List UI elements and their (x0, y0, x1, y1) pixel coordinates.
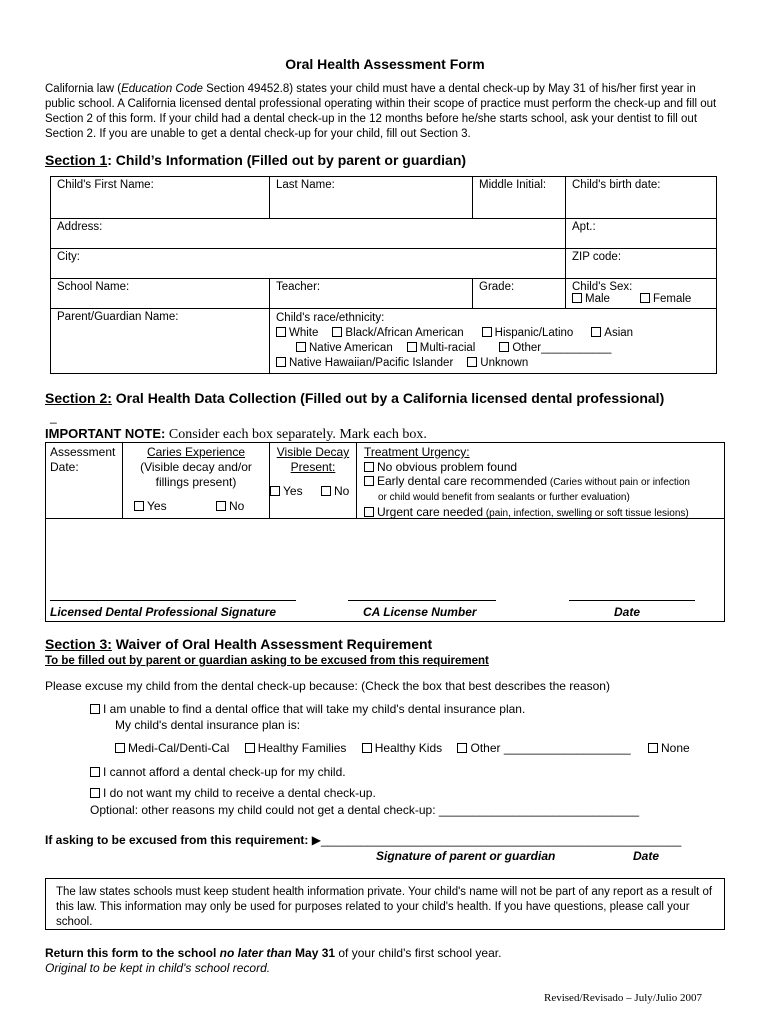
decay-no-checkbox[interactable] (321, 486, 331, 496)
early-care-checkbox[interactable] (364, 476, 374, 486)
race-ethnicity-field: Child's race/ethnicity: White Black/African American Hispanic/Latino Asian Native American Multi-racial Other___________ Native Hawaiian/Pacific Islander Unknown (270, 309, 717, 374)
native-american-checkbox[interactable] (296, 342, 306, 352)
medi-cal-checkbox[interactable] (115, 743, 125, 753)
excuse-instruction: Please excuse my child from the dental check-up because: (Check the box that best describes the reason) (45, 679, 610, 693)
school-name-field[interactable]: School Name: (51, 279, 270, 309)
female-checkbox[interactable] (640, 293, 650, 303)
healthy-kids-checkbox[interactable] (362, 743, 372, 753)
guardian-name-field[interactable]: Parent/Guardian Name: (51, 309, 270, 374)
assessment-date-label: Assessment Date: (50, 445, 116, 474)
excused-signature-line[interactable]: If asking to be excused from this requirement: ▶______________________________________________________ (45, 833, 682, 847)
visible-decay-col: Visible Decay Present: (276, 445, 350, 474)
insurance-option: I am unable to find a dental office that will take my child's dental insurance plan. (90, 702, 525, 716)
original-note: Original to be kept in child's school record. (45, 961, 271, 975)
cannot-afford-option: I cannot afford a dental check-up for my child. (90, 765, 346, 779)
insurance-checkbox[interactable] (90, 704, 100, 714)
dental-signature-label: Licensed Dental Professional Signature (50, 605, 277, 619)
address-field[interactable]: Address: (51, 219, 566, 249)
do-not-want-checkbox[interactable] (90, 788, 100, 798)
privacy-notice: The law states schools must keep student health information private. Your child's name will not be part of any report as a result of this law. This information may only be used for purposes related to your child's health. If you have questions, please call your school. (45, 878, 725, 930)
asian-checkbox[interactable] (591, 327, 601, 337)
first-name-field[interactable]: Child's First Name: (51, 177, 270, 219)
other-race-checkbox[interactable] (499, 342, 509, 352)
revision-date: Revised/Revisado – July/Julio 2007 (544, 992, 702, 1004)
apt-field[interactable]: Apt.: (566, 219, 717, 249)
urgent-care-checkbox[interactable] (364, 507, 374, 517)
sex-field: Child's Sex: Male Female (566, 279, 717, 309)
parent-signature-label: Signature of parent or guardian (376, 849, 556, 863)
section3-heading: Section 3: Waiver of Oral Health Assessment Requirement (45, 636, 433, 652)
hispanic-checkbox[interactable] (482, 327, 492, 337)
section1-heading: Section 1: Child’s Information (Filled out by parent or guardian) (45, 152, 467, 168)
unknown-checkbox[interactable] (467, 357, 477, 367)
black-checkbox[interactable] (332, 327, 342, 337)
caries-yes-checkbox[interactable] (134, 501, 144, 511)
treatment-urgency-col: Treatment Urgency: No obvious problem found Early dental care recommended (Caries without pain or infection or child would benefit from sealants or further evaluation) Urgent care needed (pain, infection, swelling or soft tissue lesions) (364, 445, 690, 519)
section2-dash: _ (50, 410, 57, 424)
multiracial-checkbox[interactable] (407, 342, 417, 352)
zip-field[interactable]: ZIP code: (566, 249, 717, 279)
caries-experience-col: Caries Experience (Visible decay and/or fillings present) (140, 445, 252, 489)
form-title: Oral Health Assessment Form (285, 56, 485, 72)
white-checkbox[interactable] (276, 327, 286, 337)
birth-date-field[interactable]: Child's birth date: (566, 177, 717, 219)
cannot-afford-checkbox[interactable] (90, 767, 100, 777)
insurance-plan-label: My child's dental insurance plan is: (115, 718, 301, 732)
parent-date-label: Date (633, 849, 660, 863)
optional-reasons-field[interactable]: Optional: other reasons my child could not get a dental check-up: ______________________________ (90, 803, 640, 817)
other-plan-checkbox[interactable] (457, 743, 467, 753)
section2-heading: Section 2: Oral Health Data Collection (Filled out by a California licensed dental professional) (45, 390, 665, 406)
caries-no-checkbox[interactable] (216, 501, 226, 511)
grade-field[interactable]: Grade: (473, 279, 566, 309)
city-field[interactable]: City: (51, 249, 566, 279)
assessment-box: Assessment Date: Caries Experience (Visible decay and/or fillings present) Yes No Visible Decay Present: Yes No Treatment Urgency: No obvious problem found Early dental care recommended (Caries without pain or infection or child would benefit from sealants or further evaluation) Urgent care needed (pain, infection, swelling or soft tissue lesions) Licensed Dental Professional Signature CA License Number Date (45, 442, 725, 622)
dental-date-label: Date (614, 605, 641, 619)
child-info-table (50, 176, 717, 374)
license-number-label: CA License Number (363, 605, 477, 619)
male-checkbox[interactable] (572, 293, 582, 303)
section3-subtitle: To be filled out by parent or guardian asking to be excused from this requirement (45, 655, 489, 667)
do-not-want-option: I do not want my child to receive a dental check-up. (90, 786, 376, 800)
no-problem-checkbox[interactable] (364, 462, 374, 472)
teacher-field[interactable]: Teacher: (270, 279, 473, 309)
insurance-plans: Medi-Cal/Denti-Cal Healthy Families Healthy Kids Other ___________________ None (115, 741, 690, 755)
intro-paragraph: California law (Education Code Section 49452.8) states your child must have a dental check-up by May 31 of his/her first year in public school. A California licensed dental professional operating within their scope of practice must perform the check-up and fill out Section 2 of this form. If your child had a dental check-up in the 12 months before he/she starts school, ask your dentist to fill out Section 2. If you are unable to get a dental check-up for your child, fill out Section 3. (45, 83, 717, 140)
decay-yes-checkbox[interactable] (270, 486, 280, 496)
middle-initial-field[interactable]: Middle Initial: (473, 177, 566, 219)
hawaiian-checkbox[interactable] (276, 357, 286, 367)
important-note: IMPORTANT NOTE: Consider each box separately. Mark each box. (45, 426, 427, 442)
return-instruction: Return this form to the school no later than May 31 of your child's first school year. (45, 946, 502, 960)
no-plan-checkbox[interactable] (648, 743, 658, 753)
healthy-families-checkbox[interactable] (245, 743, 255, 753)
last-name-field[interactable]: Last Name: (270, 177, 473, 219)
